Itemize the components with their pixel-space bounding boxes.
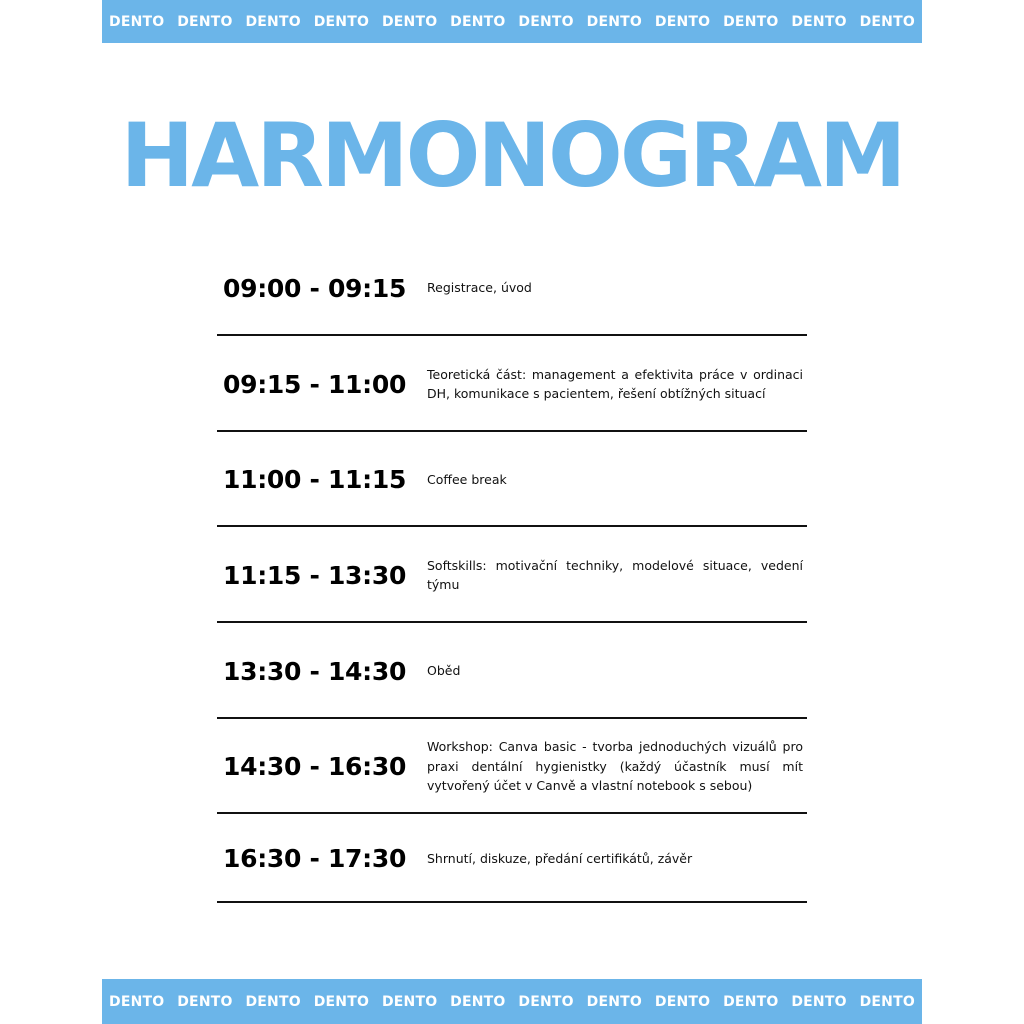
banner-word: DENTO bbox=[450, 993, 506, 1010]
banner-word: DENTO bbox=[859, 993, 915, 1010]
schedule-row bbox=[217, 527, 807, 623]
banner-word: DENTO bbox=[177, 993, 233, 1010]
banner-word: DENTO bbox=[381, 993, 438, 1010]
banner-word: DENTO bbox=[313, 13, 370, 30]
schedule-time: 13:30 - 14:30 bbox=[223, 656, 407, 686]
schedule-description: Oběd bbox=[427, 663, 461, 679]
banner-word: DENTO bbox=[450, 13, 506, 30]
schedule-time: 14:30 - 16:30 bbox=[223, 752, 407, 781]
schedule-time: 11:15 - 13:30 bbox=[223, 560, 407, 590]
banner-word: DENTO bbox=[518, 993, 574, 1010]
banner-word: DENTO bbox=[381, 13, 438, 30]
banner-word: DENTO bbox=[654, 13, 711, 30]
schedule-description: Registrace, úvod bbox=[427, 280, 532, 296]
harmonogram-page bbox=[102, 0, 922, 1024]
schedule-row bbox=[217, 336, 807, 432]
schedule-description: Shrnutí, diskuze, předání certifikátů, závěr bbox=[427, 850, 693, 866]
banner-word: DENTO bbox=[654, 993, 711, 1010]
schedule-description: Teoretická část: management a efektivita práce v ordinaci DH, komunikace s pacientem, řešení obtížných situací bbox=[427, 366, 803, 401]
schedule-time: 11:00 - 11:15 bbox=[223, 465, 407, 494]
schedule-time: 09:15 - 11:00 bbox=[223, 369, 407, 399]
banner-word: DENTO bbox=[109, 993, 165, 1010]
banner-word: DENTO bbox=[791, 13, 847, 30]
banner-word: DENTO bbox=[109, 13, 165, 30]
schedule-row bbox=[217, 432, 807, 527]
schedule-row bbox=[217, 623, 807, 719]
banner-word: DENTO bbox=[859, 13, 915, 30]
schedule-time: 16:30 - 17:30 bbox=[223, 844, 407, 873]
banner-word: DENTO bbox=[791, 993, 847, 1010]
banner-word: DENTO bbox=[313, 993, 370, 1010]
schedule-time: 09:00 - 09:15 bbox=[223, 273, 407, 303]
top-banner bbox=[102, 0, 922, 43]
banner-word: DENTO bbox=[586, 13, 642, 30]
schedule-description: Workshop: Canva basic - tvorba jednoduchých vizuálů pro praxi dentální hygienistky (každý účastník musí mít vytvořený účet v Canvě a vlastní notebook s sebou) bbox=[427, 739, 803, 794]
schedule-row bbox=[217, 719, 807, 814]
banner-word: DENTO bbox=[245, 13, 301, 30]
banner-word: DENTO bbox=[177, 13, 233, 30]
schedule-description: Coffee break bbox=[427, 471, 507, 487]
banner-word: DENTO bbox=[586, 993, 642, 1010]
bottom-banner bbox=[102, 979, 922, 1024]
schedule-row bbox=[217, 240, 807, 336]
schedule-description: Softskills: motivační techniky, modelové situace, vedení týmu bbox=[427, 557, 803, 592]
banner-word: DENTO bbox=[723, 993, 779, 1010]
banner-word: DENTO bbox=[245, 993, 301, 1010]
page-title: HARMONOGRAM bbox=[120, 104, 904, 207]
banner-word: DENTO bbox=[518, 13, 574, 30]
banner-word: DENTO bbox=[723, 13, 779, 30]
schedule-row bbox=[217, 814, 807, 903]
